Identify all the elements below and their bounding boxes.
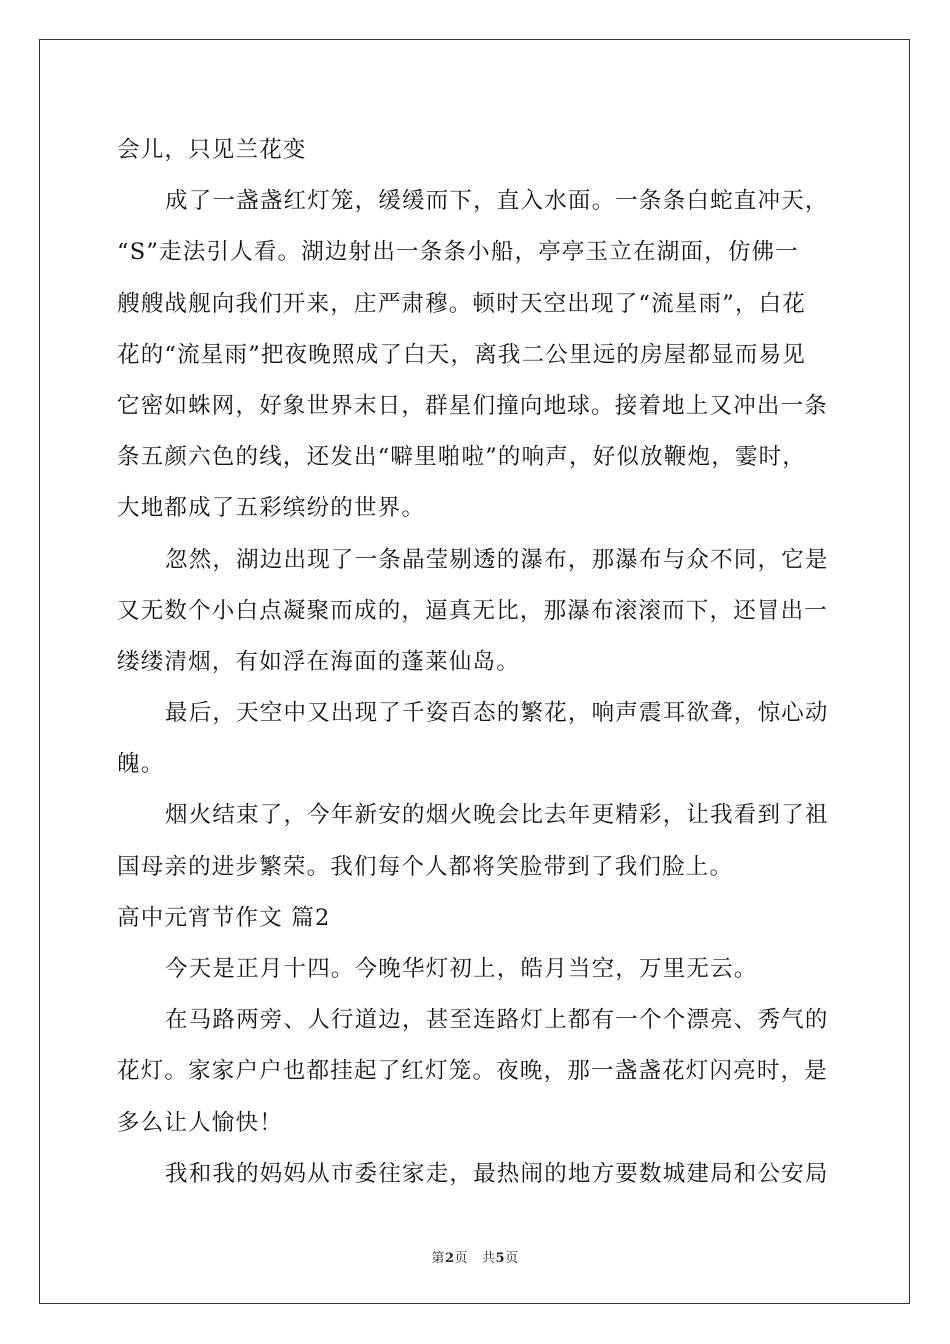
text-line: 它密如蛛网，好象世界末日，群星们撞向地球。接着地上又冲出一条 (117, 392, 829, 419)
text-line: 多么让人愉快！ (117, 1109, 283, 1136)
document-body (117, 127, 837, 1202)
text-line: 艘艘战舰向我们开来，庄严肃穆。顿时天空出现了“流星雨”，白花 (117, 290, 807, 317)
footer-page-number: 2 (444, 1251, 455, 1266)
text-line: 缕缕清烟，有如浮在海面的蓬莱仙岛。 (117, 648, 520, 675)
text-line: 忽然，湖边出现了一条晶莹剔透的瀑布，那瀑布与众不同，它是 (165, 546, 829, 573)
text-line: 烟火结束了，今年新安的烟火晚会比去年更精彩，让我看到了祖 (165, 802, 829, 829)
text-line: 会儿，只见兰花变 (117, 137, 307, 163)
text-line: 条五颜六色的线，还发出“噼里啪啦”的响声，好似放鞭炮，霎时， (117, 444, 807, 471)
footer-page-suffix: 页 (454, 1251, 468, 1266)
text-line: 最后，天空中又出现了千姿百态的繁花，响声震耳欲聋，惊心动 (165, 700, 829, 727)
footer-total-pages: 5 (495, 1251, 506, 1266)
footer-total-suffix: 页 (505, 1251, 519, 1266)
text-line: 又无数个小白点凝聚而成的，逼真无比，那瀑布滚滚而下，还冒出一 (117, 597, 829, 624)
page-footer (0, 1247, 950, 1266)
text-line: 高中元宵节作文 篇2 (117, 904, 331, 931)
text-line: 我和我的妈妈从市委往家走，最热闹的地方要数城建局和公安局 (165, 1160, 829, 1187)
text-line: 魄。 (117, 751, 165, 778)
text-line: 花灯。家家户户也都挂起了红灯笼。夜晚，那一盏盏花灯闪亮时，是 (117, 1058, 829, 1085)
text-line: 在马路两旁、人行道边，甚至连路灯上都有一个个漂亮、秀气的 (165, 1007, 829, 1034)
text-line: 成了一盏盏红灯笼，缓缓而下，直入水面。一条条白蛇直冲天， (165, 188, 829, 215)
footer-page-prefix: 第 (431, 1251, 445, 1266)
text-line: 大地都成了五彩缤纷的世界。 (117, 495, 426, 522)
text-line: 花的“流星雨”把夜晚照成了白天，离我二公里远的房屋都显而易见 (117, 341, 807, 368)
text-line: “S”走法引人看。湖边射出一条条小船，亭亭玉立在湖面，仿佛一 (117, 239, 799, 266)
footer-total-prefix: 共 (482, 1251, 496, 1266)
text-line: 今天是正月十四。今晚华灯初上，皓月当空，万里无云。 (165, 956, 758, 982)
text-line: 国母亲的进步繁荣。我们每个人都将笑脸带到了我们脸上。 (117, 853, 734, 880)
